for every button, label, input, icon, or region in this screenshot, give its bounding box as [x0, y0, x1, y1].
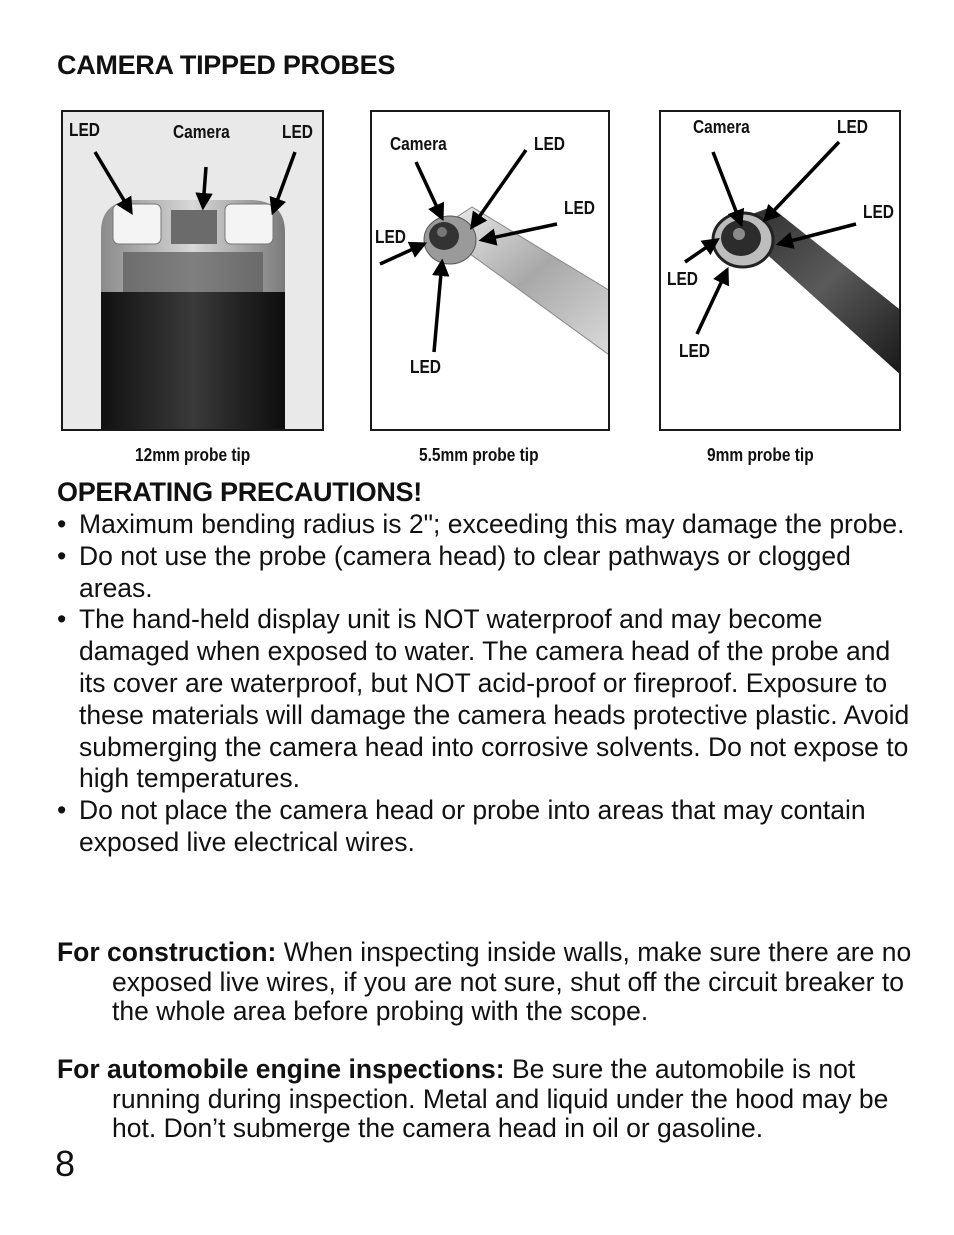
precautions-title: OPERATING PRECAUTIONS! — [57, 477, 422, 507]
label-led: LED — [564, 198, 595, 218]
caption-9mm: 9mm probe tip — [707, 445, 814, 465]
note-construction — [57, 938, 917, 1027]
list-item — [57, 795, 917, 859]
bullet: • — [57, 604, 67, 635]
section-title: CAMERA TIPPED PROBES — [57, 50, 396, 80]
probe-12mm-illustration — [63, 112, 324, 431]
label-led: LED — [534, 134, 565, 154]
list-item — [57, 541, 917, 605]
bullet: • — [57, 795, 67, 826]
bullet: • — [57, 540, 67, 571]
probe-figure-5.5mm — [370, 110, 610, 431]
list-item — [57, 509, 917, 541]
probe-figure-9mm — [659, 110, 901, 431]
bullet: • — [57, 509, 67, 539]
label-camera: Camera — [173, 122, 230, 142]
label-camera: Camera — [390, 134, 447, 154]
probe-5.5mm-illustration — [372, 112, 610, 431]
label-camera: Camera — [693, 117, 750, 137]
list-item-text: Do not place the camera head or probe into areas that may contain exposed live electrical wires. — [79, 795, 866, 857]
label-led: LED — [69, 120, 100, 140]
list-item — [57, 604, 917, 795]
page-number: 8 — [55, 1143, 76, 1184]
caption-5.5mm: 5.5mm probe tip — [419, 445, 539, 465]
probe-figure-12mm — [61, 110, 324, 431]
label-led: LED — [375, 227, 406, 247]
label-led: LED — [837, 117, 868, 137]
precautions-list — [57, 509, 917, 859]
label-led: LED — [282, 122, 313, 142]
list-item-text: Maximum bending radius is 2"; exceeding this may damage the probe. — [79, 509, 905, 539]
note-label: For automobile engine inspections: — [57, 1054, 505, 1084]
note-label: For construction: — [57, 937, 277, 967]
note-automobile — [57, 1055, 917, 1144]
list-item-text: Do not use the probe (camera head) to clear pathways or clogged areas. — [79, 540, 851, 603]
caption-12mm: 12mm probe tip — [135, 445, 251, 465]
label-led: LED — [667, 269, 698, 289]
note-text: Be sure the automobile is not running during inspection. Metal and liquid under the hood may be hot. Don’t submerge the camera head in oil or gasoline. — [112, 1054, 889, 1143]
list-item-text: The hand-held display unit is NOT waterproof and may become damaged when exposed to water. The camera head of the probe and its cover are waterproof, but NOT acid-proof or fireproof. Exposure to these materials will damage the camera heads protective plastic. Avoid submerging the camera head into corrosive solvents. Do not expose to high temperatures. — [79, 604, 910, 794]
note-text: When inspecting inside walls, make sure there are no exposed live wires, if you are not sure, shut off the circuit breaker to the whole area before probing with the scope. — [112, 937, 912, 1026]
label-led: LED — [679, 341, 710, 361]
label-led: LED — [410, 357, 441, 377]
label-led: LED — [863, 202, 894, 222]
